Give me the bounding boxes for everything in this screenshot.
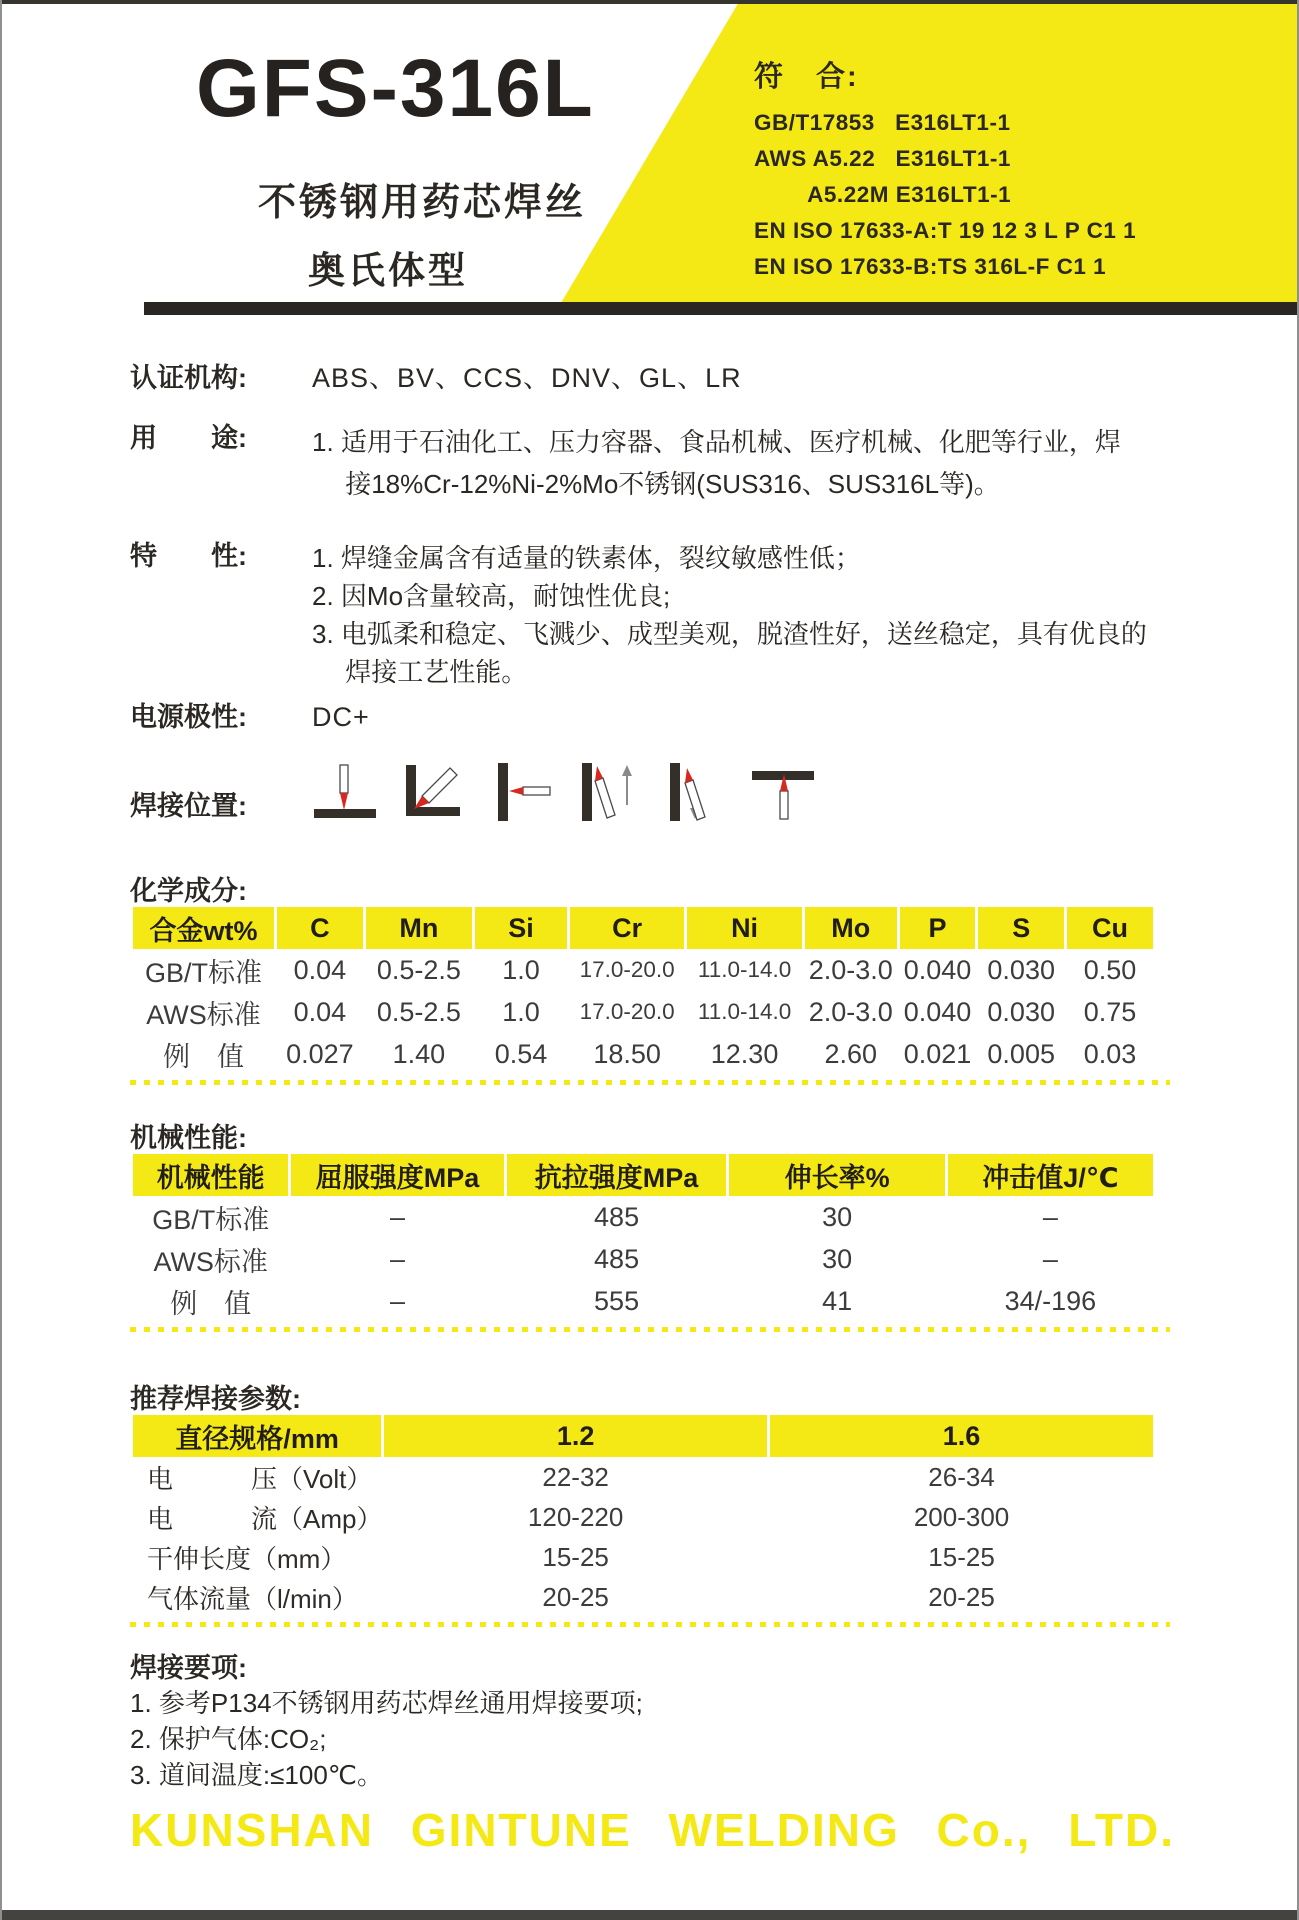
value-cell: 20-25 [928, 1581, 995, 1612]
value-cell: 1.40 [392, 1038, 446, 1069]
header-divider-bar [144, 302, 1297, 315]
value-cell: 2.60 [824, 1038, 878, 1069]
column-header: P [900, 907, 976, 949]
certification-label: 认证机构: [130, 363, 247, 393]
standard-line: EN ISO 17633-A:T 19 12 3 L P C1 1 [754, 218, 1137, 243]
value-cell: 120-220 [527, 1501, 624, 1532]
column-header: 机械性能 [133, 1154, 288, 1196]
mech-header-row [133, 1154, 1153, 1196]
value-cell: 0.027 [286, 1038, 354, 1069]
table-row [133, 1457, 1153, 1497]
column-header: 合金wt% [133, 907, 274, 949]
value-cell: – [390, 1243, 406, 1274]
value-cell: 12.30 [710, 1038, 779, 1069]
row-label-cell: AWS标准 [146, 999, 261, 1030]
value-cell: – [1042, 1243, 1058, 1274]
value-cell: – [390, 1285, 406, 1316]
value-cell: 17.0-20.0 [579, 957, 675, 982]
value-cell: 15-25 [928, 1541, 995, 1572]
polarity-row [130, 700, 1149, 734]
weld-positions-label: 焊接位置: [130, 791, 247, 821]
table-row [133, 1537, 1153, 1577]
row-label-cell: 干伸长度（mm） [147, 1543, 347, 1574]
polarity-value: DC+ [312, 702, 370, 732]
value-cell: 17.0-20.0 [579, 999, 675, 1024]
column-header: 抗拉强度MPa [507, 1154, 727, 1196]
column-header: Cu [1067, 907, 1153, 949]
table-row [133, 1577, 1153, 1617]
feature-line: 2. 因Mo含量较高，耐蚀性优良; [312, 581, 671, 611]
column-header: Mo [805, 907, 897, 949]
value-cell: 26-34 [928, 1461, 995, 1492]
column-header: Mn [366, 907, 472, 949]
row-label-cell: 例 值 [162, 1041, 244, 1072]
fillet-weld-icon [400, 763, 466, 823]
page-bottom-bar [2, 1910, 1297, 1920]
column-header: C [277, 907, 363, 949]
column-header: 冲击值J/℃ [948, 1154, 1153, 1196]
value-cell: 0.03 [1083, 1038, 1137, 1069]
dotted-divider [130, 1080, 1170, 1085]
value-cell: 555 [594, 1285, 640, 1316]
column-header: 直径规格/mm [133, 1415, 381, 1457]
table-row [133, 1196, 1153, 1238]
chem-header-row [133, 907, 1153, 949]
features-label: 特 性: [130, 541, 247, 571]
value-cell: – [1042, 1201, 1058, 1232]
chem-section-title: 化学成分: [130, 876, 247, 906]
row-label-cell: GB/T标准 [144, 957, 262, 988]
value-cell: 2.0-3.0 [808, 954, 893, 985]
column-header: Si [475, 907, 567, 949]
table-row [133, 991, 1153, 1033]
dotted-divider [130, 1622, 1170, 1627]
usage-line: 接18%Cr-12%Ni-2%Mo不锈钢(SUS316、SUS316L等)。 [312, 469, 1000, 499]
flat-weld-icon [312, 763, 378, 823]
table-row [133, 949, 1153, 991]
product-category: 奥氏体型 [308, 250, 468, 291]
note-line: 3. 道间温度:≤100℃。 [130, 1760, 383, 1790]
header [2, 0, 1297, 315]
value-cell: 0.030 [987, 996, 1055, 1027]
column-header: 伸长率% [729, 1154, 944, 1196]
value-cell: 11.0-14.0 [697, 999, 792, 1024]
feature-lines [312, 539, 1147, 691]
usage-line: 1. 适用于石油化工、压力容器、食品机械、医疗机械、化肥等行业，焊 [312, 427, 1121, 457]
mech-table [130, 1154, 1156, 1322]
row-label-cell: 电 流（Amp） [147, 1503, 383, 1534]
value-cell: 200-300 [913, 1501, 1010, 1532]
table-row [133, 1280, 1153, 1322]
column-header: 1.6 [770, 1415, 1153, 1457]
weld-position-icons [312, 763, 818, 823]
value-cell: 0.04 [293, 996, 347, 1027]
notes-lines [130, 1685, 1149, 1793]
footer-company-name: KUNSHAN GINTUNE WELDING Co., LTD. [130, 1804, 1175, 1856]
value-cell: 1.0 [502, 996, 540, 1027]
usage-lines [312, 421, 1121, 505]
value-cell: 485 [594, 1201, 640, 1232]
value-cell: 0.040 [903, 954, 972, 985]
overhead-weld-icon [752, 763, 818, 823]
certification-row [130, 361, 1149, 395]
column-header: Cr [570, 907, 684, 949]
note-line: 2. 保护气体:CO₂; [130, 1724, 327, 1754]
usage-label: 用 途: [130, 423, 247, 453]
feature-line: 焊接工艺性能。 [312, 657, 528, 687]
value-cell: 485 [594, 1243, 640, 1274]
row-label-cell: AWS标准 [153, 1246, 268, 1277]
value-cell: 41 [822, 1285, 853, 1316]
value-cell: 0.5-2.5 [376, 954, 461, 985]
feature-line: 3. 电弧柔和稳定、飞溅少、成型美观，脱渣性好，送丝稳定，具有优良的 [312, 619, 1147, 649]
value-cell: 0.04 [293, 954, 347, 985]
row-label-cell: 例 值 [170, 1288, 252, 1319]
value-cell: 0.021 [903, 1038, 972, 1069]
note-line: 1. 参考P134不锈钢用药芯焊丝通用焊接要项; [130, 1688, 643, 1718]
table-row [133, 1497, 1153, 1537]
standard-line: EN ISO 17633-B:TS 316L-F C1 1 [754, 254, 1107, 279]
value-cell: 11.0-14.0 [697, 957, 792, 982]
value-cell: 0.54 [494, 1038, 548, 1069]
standard-line: A5.22M E316LT1-1 [754, 182, 1012, 207]
mech-section-title: 机械性能: [130, 1123, 247, 1153]
standard-line: GB/T17853 E316LT1-1 [754, 110, 1011, 135]
params-table [130, 1415, 1156, 1617]
row-label-cell: 电 压（Volt） [147, 1463, 373, 1494]
value-cell: 18.50 [593, 1038, 661, 1069]
value-cell: 22-32 [542, 1461, 609, 1492]
value-cell: 0.005 [987, 1038, 1055, 1069]
feature-line: 1. 焊缝金属含有适量的铁素体，裂纹敏感性低； [312, 543, 861, 573]
value-cell: 20-25 [542, 1581, 609, 1612]
column-header: 1.2 [384, 1415, 767, 1457]
value-cell: 0.030 [987, 954, 1055, 985]
notes-section-title: 焊接要项: [130, 1653, 247, 1683]
value-cell: 0.75 [1083, 996, 1137, 1027]
conformance-block [754, 54, 1136, 285]
table-row [133, 1033, 1153, 1075]
value-cell: 2.0-3.0 [808, 996, 893, 1027]
column-header: 屈服强度MPa [291, 1154, 503, 1196]
value-cell: – [390, 1201, 406, 1232]
table-row [133, 1238, 1153, 1280]
value-cell: 15-25 [542, 1541, 609, 1572]
row-label-cell: GB/T标准 [152, 1204, 270, 1235]
conformance-label: 符 合: [754, 61, 859, 93]
content [2, 361, 1297, 1855]
value-cell: 0.040 [903, 996, 972, 1027]
column-header: S [978, 907, 1064, 949]
chem-table [130, 907, 1156, 1075]
value-cell: 34/-196 [1004, 1285, 1097, 1316]
value-cell: 30 [822, 1201, 853, 1232]
certification-value: ABS、BV、CCS、DNV、GL、LR [312, 363, 742, 393]
vertical-down-weld-icon [664, 763, 730, 823]
value-cell: 30 [822, 1243, 853, 1274]
value-cell: 0.50 [1083, 954, 1137, 985]
polarity-label: 电源极性: [130, 702, 247, 732]
standard-line: AWS A5.22 E316LT1-1 [754, 146, 1011, 171]
value-cell: 1.0 [502, 954, 540, 985]
horizontal-weld-icon [488, 763, 554, 823]
vertical-up-weld-icon [576, 763, 642, 823]
weld-positions-row [130, 763, 1149, 823]
features-row [130, 539, 1149, 691]
usage-row [130, 421, 1149, 505]
product-subtitle: 不锈钢用药芯焊丝 [258, 182, 587, 224]
dotted-divider [130, 1327, 1170, 1332]
standards-list [754, 105, 1136, 285]
column-header: Ni [687, 907, 801, 949]
params-header-row [133, 1415, 1153, 1457]
params-section-title: 推荐焊接参数: [130, 1384, 301, 1414]
page-top-edge [2, 0, 1297, 4]
row-label-cell: 气体流量（l/min） [147, 1583, 358, 1614]
value-cell: 0.5-2.5 [376, 996, 461, 1027]
product-title: GFS-316L [196, 43, 595, 134]
